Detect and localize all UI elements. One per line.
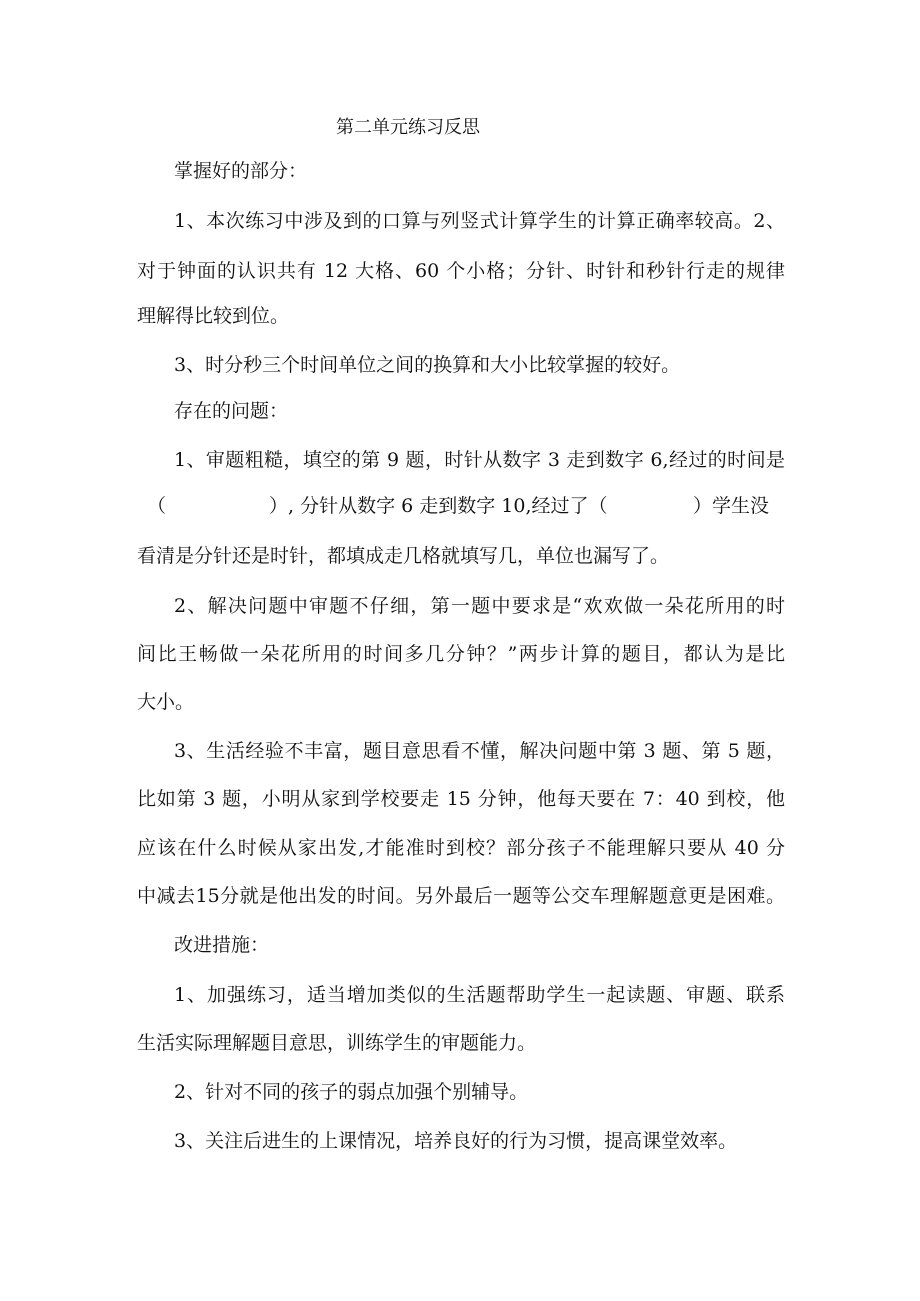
paragraph-line: 生活实际理解题目意思，训练学生的审题能力。 [137, 1032, 537, 1054]
paragraph-line: 应该在什么时候从家出发,才能准时到校？部分孩子不能理解只要从 40 分 [137, 837, 785, 859]
paragraph-line: 理解得比较到位。 [137, 305, 290, 327]
document-title: 第二单元练习反思 [336, 117, 480, 138]
fill-blank-middle: ）, 分针从数字 6 走到数字 10,经过了（ [269, 495, 608, 517]
paragraph-line: 对于钟面的认识共有 12 大格、60 个小格；分针、时针和秒针行走的规律 [137, 260, 785, 282]
paragraph-line: 1、本次练习中涉及到的口算与列竖式计算学生的计算正确率较高。2、 [174, 210, 785, 232]
section-heading-problems: 存在的问题： [174, 400, 289, 422]
open-paren: （ [147, 495, 167, 517]
paragraph-line: 中减去15分就是他出发的时间。另外最后一题等公交车理解题意更是困难。 [137, 885, 785, 907]
paragraph-line: 看清是分针还是时针，都填成走几格就填写几，单位也漏写了。 [137, 545, 670, 567]
paragraph-line: 比如第 3 题，小明从家到学校要走 15 分钟，他每天要在 7：40 到校，他 [137, 788, 785, 810]
paragraph-line: 3、时分秒三个时间单位之间的换算和大小比较掌握的较好。 [174, 354, 681, 376]
paragraph-line: 1、审题粗糙，填空的第 9 题，时针从数字 3 走到数字 6,经过的时间是 [174, 449, 785, 471]
paragraph-line: 3、关注后进生的上课情况，培养良好的行为习惯，提高课堂效率。 [174, 1130, 738, 1152]
paragraph-line: 间比王畅做一朵花所用的时间多几分钟？”两步计算的题目，都认为是比 [137, 643, 785, 665]
section-heading-improvements: 改进措施： [174, 934, 270, 956]
paragraph-line: 大小。 [137, 691, 195, 713]
section-heading-strengths: 掌握好的部分： [174, 160, 308, 182]
paragraph-line: 2、针对不同的孩子的弱点加强个别辅导。 [174, 1081, 529, 1103]
paragraph-line: 1、加强练习，适当增加类似的生活题帮助学生一起读题、审题、联系 [174, 984, 785, 1006]
fill-blank-end: ）学生没 [693, 495, 770, 517]
paragraph-line: 3、生活经验不丰富，题目意思看不懂，解决问题中第 3 题、第 5 题， [174, 740, 785, 762]
paragraph-line: 2、解决问题中审题不仔细，第一题中要求是“欢欢做一朵花所用的时 [174, 595, 785, 617]
